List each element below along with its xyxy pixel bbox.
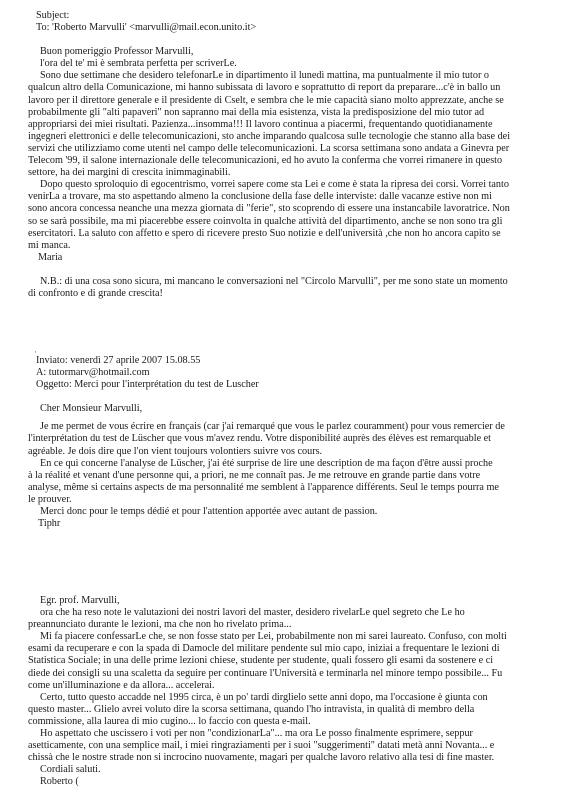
text-line: come un'illuminazione e da allora... accelerai. bbox=[28, 679, 215, 691]
greeting: Egr. prof. Marvulli, bbox=[40, 595, 120, 606]
greeting: Buon pomeriggio Professor Marvulli, bbox=[40, 46, 194, 58]
text-line: esami da recuperare e con la spada di Damocle del militare pendente sul mio capo, iniziai a frequentare le lezioni di bbox=[28, 643, 500, 655]
text-line: di confronto e di grande crescita! bbox=[28, 287, 163, 299]
text-line: settore, ha dei margini di crescita inimmaginabili. bbox=[28, 167, 231, 179]
header-line: Oggetto: Merci pour l'interprétation du test de Luscher bbox=[36, 379, 259, 391]
paragraph bbox=[28, 421, 548, 457]
letter-1 bbox=[28, 10, 548, 300]
text-line: à la réalité et venant d'une personne qui, a priori, ne me connaît pas. Je me retrouve en grande partie dans votre bbox=[28, 469, 481, 481]
header-line: Inviato: venerdì 27 aprile 2007 15.08.55 bbox=[36, 355, 201, 366]
text-line: appropriarsi dei miei risultati. Pazienza...insomma!!! Il lavoro continua a piacermi, frequentando quotidianamente bbox=[28, 118, 493, 130]
paragraph bbox=[28, 458, 548, 506]
text-line: preannunciato durante le lezioni, ma che non ho rivelato prima... bbox=[28, 619, 292, 631]
paragraph bbox=[28, 179, 548, 252]
paragraph bbox=[28, 58, 548, 179]
paragraph bbox=[28, 692, 548, 728]
text-line: l'ora del te' mi è sembrata perfetta per scriverLe. bbox=[40, 58, 237, 70]
text-line: ora che ha reso note le valutazioni dei nostri lavori del master, desidero rivelarLe quel segreto che Le ho bbox=[40, 607, 465, 619]
text-line: Ho aspettato che uscissero i voti per non "condizionarLa"... ma ora Le posso finalmente esprimere, seppur bbox=[40, 728, 473, 740]
signature: Roberto ( bbox=[40, 776, 79, 788]
text-line: Certo, tutto questo accadde nel 1995 circa, è un po' tardi dirglielo sette anni dopo, ma l'occasione è giunta con bbox=[40, 691, 488, 703]
text-line: probabilmente gli "alti papaveri" non sapranno mai della mia esistenza, vista la predisposizione del mio tutor ad bbox=[28, 106, 485, 118]
text-line: servizi che utilizziamo come utenti nel campo delle telecomunicazioni. La scorsa settimana sono andata a Ginevra per bbox=[28, 142, 510, 154]
signature: Tiphr bbox=[38, 518, 61, 530]
text-line: Statistica Sociale; in una delle prime lezioni chiese, studente per studente, quali fossero gli esami da sostenere e ci bbox=[28, 655, 494, 667]
letter-3 bbox=[28, 595, 548, 789]
text-line: le prouver. bbox=[28, 493, 72, 505]
header-line: Subject: bbox=[36, 10, 70, 21]
postscript bbox=[28, 276, 548, 300]
header-line: A: tutormarv@hotmail.com bbox=[36, 367, 150, 379]
paragraph bbox=[28, 631, 548, 691]
text-line: commissione, alla laurea di mio cugino... lo faccio con questa e-mail. bbox=[28, 715, 311, 727]
letter-2-header bbox=[28, 355, 548, 391]
signature: Maria bbox=[38, 251, 63, 263]
paragraph bbox=[28, 506, 548, 518]
header-line: To: 'Roberto Marvulli' <marvulli@mail.econ.unito.it> bbox=[36, 22, 257, 34]
text-line: Je me permet de vous écrire en français (car j'ai remarqué que vous le parlez couramment) pour vous remercier de bbox=[40, 421, 505, 433]
text-line: Mi fa piacere confessarLe che, se non fosse stato per Lei, probabilmente non mi sarei laureato. Confuso, con molti bbox=[40, 631, 507, 643]
paragraph bbox=[28, 607, 548, 631]
text-line: lavoro per il direttore generale e il presidente di Cselt, e sembra che le mie capacità siano molto apprezzate, anche se bbox=[28, 94, 504, 106]
text-line: l'interprétation du test de Lüscher que vous m'avez rendu. Votre disponibilité auprès des élèves est remarquable et bbox=[28, 433, 492, 445]
text-line: sono ancora concessa neanche una mezza giornata di "ferie", sto scoprendo di essere una instancabile lavoratrice. Non bbox=[28, 203, 510, 215]
scan-mark: · bbox=[34, 347, 37, 357]
text-line: diede dei consigli su una scaletta da seguire per continuare l'Università e terminarla nel minore tempo possibile... Fu bbox=[28, 667, 503, 679]
letter-2 bbox=[28, 355, 548, 530]
text-line: Sono due settimane che desidero telefonarLe in dipartimento il lunedì mattina, ma puntualmente il mio tutor o bbox=[40, 70, 489, 82]
text-line: En ce qui concerne l'analyse de Lüscher, j'ai été surprise de lire une description de ma façon d'être aussi proche bbox=[40, 457, 493, 469]
text-line: questo master... Glielo avrei voluto dire la scorsa settimana, quando l'ho intravista, in qualità di membro della bbox=[28, 703, 475, 715]
text-line: ingegneri elettronici e delle telecomunicazioni, sto anche imparando qualcosa sulle tecnologie che stanno alla base dei bbox=[28, 130, 511, 142]
text-line: asetticamente, con una semplice mail, i miei ringraziamenti per i suoi "suggerimenti" datati metà anni Novanta... e bbox=[28, 740, 495, 752]
text-line: so se sarà possibile, ma mi piacerebbe essere coinvolta in qualche attività del dipartimento, anche se non sono tra gli bbox=[28, 215, 503, 227]
greeting: Cher Monsieur Marvulli, bbox=[40, 403, 143, 415]
text-line: agréable. Je dois dire que l'on vient toujours volontiers suivre vos cours. bbox=[28, 445, 323, 457]
closing: Cordiali saluti. bbox=[40, 764, 101, 776]
text-line: Dopo questo sproloquio di egocentrismo, vorrei sapere come sta Lei e come è stata la ripresa dei corsi. Vorrei tanto bbox=[40, 179, 509, 191]
letter-1-header bbox=[28, 10, 548, 34]
text-line: qualcun altro della Comunicazione, mi hanno subissata di lavoro e soprattutto di report da preparare...c'è in ballo un bbox=[28, 82, 501, 94]
text-line: Telecom '99, il salone internazionale delle telecomunicazioni, ed ho avuto la conferma che vorrei rimanere in questo bbox=[28, 155, 503, 167]
text-line: analyse, même si certains aspects de ma personnalité me semblent à l'apparence différents. Seul le temps pourra me bbox=[28, 481, 499, 493]
paragraph bbox=[28, 728, 548, 764]
text-line: venirLa a trovare, ma sto aspettando almeno la conclusione della fase delle interviste: dalle vacanze estive non mi bbox=[28, 191, 492, 203]
text-line: N.B.: di una cosa sono sicura, mi mancano le conversazioni nel "Circolo Marvulli", per me sono state un momento bbox=[40, 275, 508, 287]
text-line: chissà che le nostre strade non si incrocino nuovamente, magari per qualche lavoro relativo alla tesi di fine master. bbox=[28, 752, 495, 764]
text-line: esercitatori. La saluto con affetto e spero di ricevere presto Suo notizie e dell'università ,che non ho ancora capito se bbox=[28, 227, 501, 239]
text-line: mi manca. bbox=[28, 239, 71, 251]
text-line: Merci donc pour le temps dédié et pour l'attention apportée avec autant de passion. bbox=[40, 506, 378, 518]
